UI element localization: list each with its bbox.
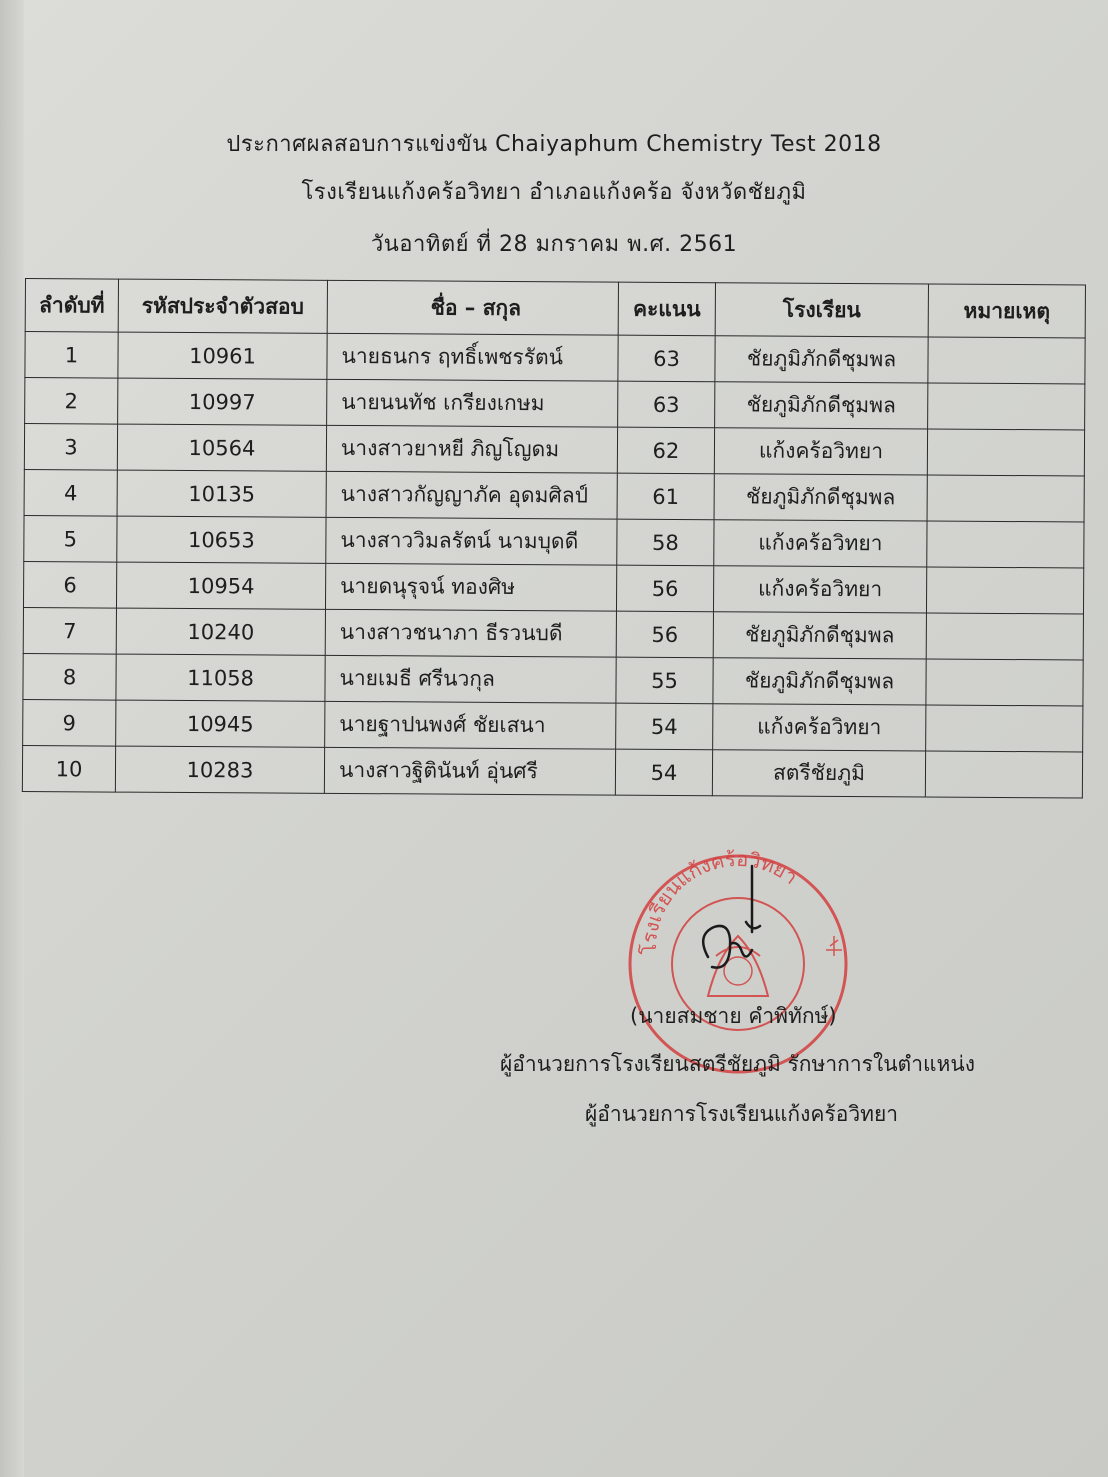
cell-school: ชัยภูมิภักดีชุมพล (714, 474, 927, 521)
cell-school: แก้งคร้อวิทยา (713, 704, 926, 751)
cell-name: นางสาวกัญญาภัค อุดมศิลป์ (326, 471, 617, 519)
cell-name: นายดนุรุจน์ ทองศิษ (325, 563, 616, 611)
col-header-school: โรงเรียน (715, 283, 928, 337)
cell-exam-id: 10997 (118, 378, 327, 425)
cell-school: ชัยภูมิภักดีชุมพล (713, 658, 926, 705)
table-row (23, 561, 1083, 613)
cell-score: 56 (616, 611, 713, 658)
cell-name: นางสาวชนาภา ธีรวนบดี (325, 609, 616, 657)
announcement-date: วันอาทิตย์ ที่ 28 มกราคม พ.ศ. 2561 (370, 232, 738, 257)
cell-remarks (927, 429, 1084, 476)
cell-remarks (928, 383, 1085, 430)
cell-exam-id: 10653 (117, 516, 326, 563)
table-row (25, 378, 1085, 430)
cell-name: นายนนทัช เกรียงเกษม (327, 379, 618, 427)
table-header-row (25, 279, 1085, 338)
cell-school: สตรีชัยภูมิ (712, 750, 925, 797)
paper-edge (0, 0, 24, 1477)
cell-exam-id: 10954 (116, 562, 325, 609)
signatory-name: (นายสมชาย คำพิทักษ์) (630, 1004, 837, 1028)
cell-remarks (927, 521, 1084, 568)
cell-remarks (926, 659, 1083, 706)
svg-text:โรงเรียนแก้งคร้อวิทยา: โรงเรียนแก้งคร้อวิทยา (636, 846, 803, 955)
cell-rank: 2 (25, 378, 118, 425)
cell-exam-id: 10961 (118, 332, 327, 379)
announcement-title: ประกาศผลสอบการแข่งขัน Chaiyaphum Chemistry Test 2018 (226, 132, 882, 157)
cell-rank: 4 (24, 469, 117, 516)
cell-name: นายธนกร ฤทธิ์เพชรรัตน์ (327, 333, 618, 381)
cell-school: ชัยภูมิภักดีชุมพล (715, 382, 928, 429)
cell-name: นายเมธี ศรีนวกุล (325, 655, 616, 703)
cell-rank: 1 (25, 332, 118, 379)
cell-school: ชัยภูมิภักดีชุมพล (715, 336, 928, 383)
cell-school: แก้งคร้อวิทยา (714, 428, 927, 475)
cell-rank: 6 (23, 561, 116, 608)
table-row (22, 745, 1082, 797)
cell-name: นางสาววิมลรัตน์ นามบุดดี (326, 517, 617, 565)
signatory-position: ผู้อำนวยการโรงเรียนแก้งคร้อวิทยา (585, 1102, 899, 1126)
cell-exam-id: 10564 (117, 424, 326, 471)
cell-rank: 9 (23, 699, 116, 746)
cell-exam-id: 11058 (116, 654, 325, 701)
cell-exam-id: 10240 (116, 608, 325, 655)
cell-remarks (926, 613, 1083, 660)
table-row (24, 469, 1084, 521)
cell-rank: 5 (24, 515, 117, 562)
cell-school: แก้งคร้อวิทยา (714, 520, 927, 567)
col-header-name: ชื่อ – สกุล (327, 280, 618, 335)
cell-score: 56 (616, 565, 713, 612)
table-row (23, 699, 1083, 751)
cell-exam-id: 10945 (116, 700, 325, 747)
cell-score: 54 (615, 749, 712, 796)
director-signature (680, 862, 790, 1002)
school-location: โรงเรียนแก้งคร้อวิทยา อำเภอแก้งคร้อ จังหวัดชัยภูมิ (301, 180, 807, 205)
col-header-score: คะแนน (618, 282, 715, 336)
cell-rank: 10 (22, 745, 115, 792)
col-header-exam-id: รหัสประจำตัวสอบ (118, 279, 327, 333)
table-row (25, 332, 1085, 384)
cell-rank: 3 (24, 424, 117, 471)
cell-remarks (928, 337, 1085, 384)
results-table (22, 278, 1086, 798)
cell-name: นายฐาปนพงศ์ ชัยเสนา (325, 701, 616, 749)
cell-rank: 8 (23, 653, 116, 700)
cell-score: 63 (618, 335, 715, 382)
table-row (23, 653, 1083, 705)
col-header-remarks: หมายเหตุ (928, 284, 1085, 338)
cell-remarks (926, 705, 1083, 752)
cell-rank: 7 (23, 607, 116, 654)
cell-score: 54 (616, 703, 713, 750)
cell-score: 63 (618, 381, 715, 428)
signatory-title: ผู้อำนวยการโรงเรียนสตรีชัยภูมิ รักษาการในตำแหน่ง (500, 1052, 975, 1076)
cell-score: 58 (617, 519, 714, 566)
cell-remarks (927, 475, 1084, 522)
cell-name: นางสาวยาหยี ภิญโญดม (326, 425, 617, 473)
table-row (23, 607, 1083, 659)
table-row (24, 515, 1084, 567)
cell-score: 55 (616, 657, 713, 704)
table-row (24, 424, 1084, 476)
cell-school: ชัยภูมิภักดีชุมพล (713, 612, 926, 659)
cell-remarks (926, 567, 1083, 614)
cell-exam-id: 10135 (117, 470, 326, 517)
cell-remarks (925, 751, 1082, 798)
cell-score: 61 (617, 473, 714, 520)
cell-school: แก้งคร้อวิทยา (713, 566, 926, 613)
cell-exam-id: 10283 (115, 746, 324, 793)
col-header-rank: ลำดับที่ (25, 279, 118, 333)
cell-score: 62 (617, 427, 714, 474)
cell-name: นางสาวฐิตินันท์ อุ่นศรี (324, 747, 615, 795)
